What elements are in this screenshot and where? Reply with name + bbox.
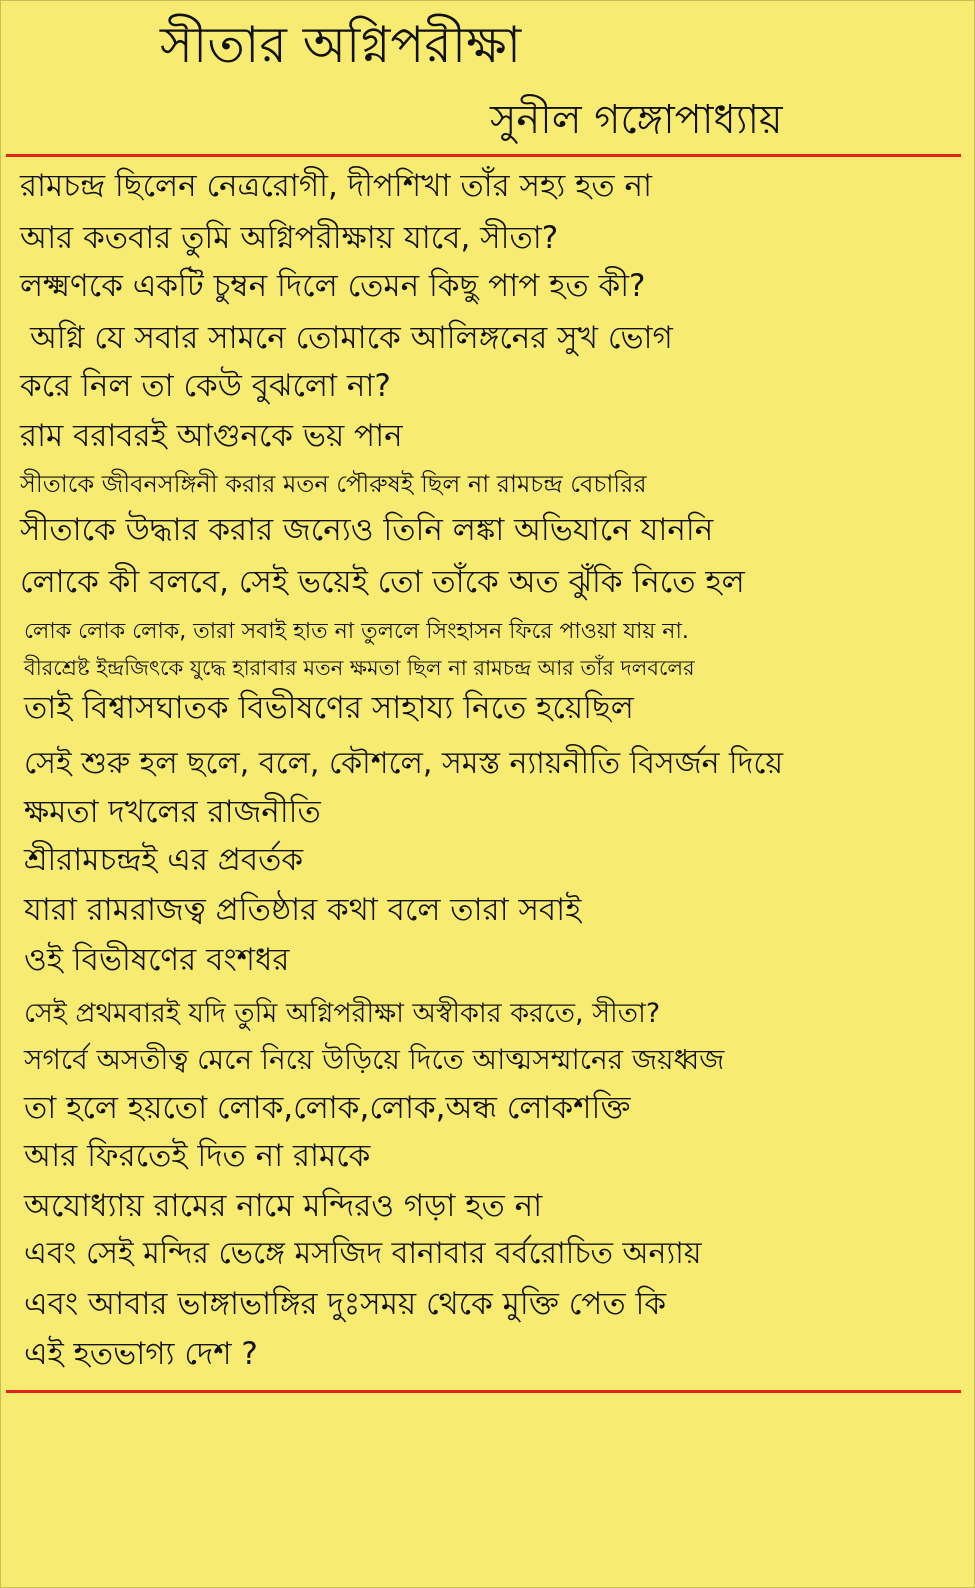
poem-line: অগ্নি যে সবার সামনে তোমাকে আলিঙ্গনের সুখ ভোগ [30, 320, 673, 356]
poem-line: অযোধ্যায় রামের নামে মন্দিরও গড়া হত না [24, 1188, 543, 1224]
poem-line: এবং সেই মন্দির ভেঙ্গে মসজিদ বানাবার বর্বরোচিত অন্যায় [24, 1236, 702, 1271]
poem-line: সীতাকে উদ্ধার করার জন্যেও তিনি লঙ্কা অভিযানে যাননি [20, 512, 714, 548]
poem-line: আর কতবার তুমি অগ্নিপরীক্ষায় যাবে, সীতা? [20, 220, 559, 256]
poem-line: এবং আবার ভাঙ্গাভাঙ্গির দুঃসময় থেকে মুক্তি পেত কি [24, 1286, 667, 1322]
poem-line: যারা রামরাজত্ব প্রতিষ্ঠার কথা বলে তারা সবাই [24, 892, 582, 928]
poem-line: সেই শুরু হল ছলে, বলে, কৌশলে, সমস্ত ন্যায়নীতি বিসর্জন দিয়ে [24, 746, 784, 781]
bottom-divider [6, 1390, 961, 1393]
poem-line: রাম বরাবরই আগুনকে ভয় পান [20, 418, 403, 454]
poem-line: করে নিল তা কেউ বুঝলো না? [20, 368, 391, 404]
poem-line: রামচন্দ্র ছিলেন নেত্ররোগী, দীপশিখা তাঁর সহ্য হত না [20, 168, 652, 204]
poem-line: ক্ষমতা দখলের রাজনীতি [24, 794, 321, 830]
poem-line: লক্ষ্মণকে একটি চুম্বন দিলে তেমন কিছু পাপ হত কী? [20, 268, 646, 304]
poem-line: সেই প্রথমবারই যদি তুমি অগ্নিপরীক্ষা অস্বীকার করতে, সীতা? [24, 998, 661, 1029]
poem-line: লোক লোক লোক, তারা সবাই হাত না তুললে সিংহাসন ফিরে পাওয়া যায় না. [24, 619, 689, 644]
poem-line: সগর্বে অসতীত্ব মেনে নিয়ে উড়িয়ে দিতে আত্মসম্মানের জয়ধ্বজ [24, 1043, 725, 1076]
poem-line: আর ফিরতেই দিত না রামকে [24, 1138, 371, 1174]
top-divider [6, 154, 961, 157]
poem-line: শ্রীরামচন্দ্রই এর প্রবর্তক [24, 842, 304, 878]
poem-line: তা হলে হয়তো লোক,লোক,লোক,অন্ধ লোকশক্তি [24, 1090, 631, 1126]
poem-line: এই হতভাগ্য দেশ ? [24, 1336, 258, 1372]
poem-title: সীতার অগ্নিপরীক্ষা [160, 16, 522, 74]
poem-line: লোকে কী বলবে, সেই ভয়েই তো তাঁকে অত ঝুঁকি নিতে হল [20, 564, 745, 600]
poem-line: বীরশ্রেষ্ট ইন্দ্রজিৎকে যুদ্ধে হারাবার মতন ক্ষমতা ছিল না রামচন্দ্র আর তাঁর দলবলের [24, 656, 695, 680]
poem-line: সীতাকে জীবনসঙ্গিনী করার মতন পৌরুষই ছিল না রামচন্দ্র বেচারির [20, 470, 647, 498]
poem-line: ওই বিভীষণের বংশধর [24, 942, 290, 978]
poem-line: তাই বিশ্বাসঘাতক বিভীষণের সাহায্য নিতে হয়েছিল [24, 690, 634, 726]
poem-author: সুনীল গঙ্গোপাধ্যায় [490, 97, 783, 143]
